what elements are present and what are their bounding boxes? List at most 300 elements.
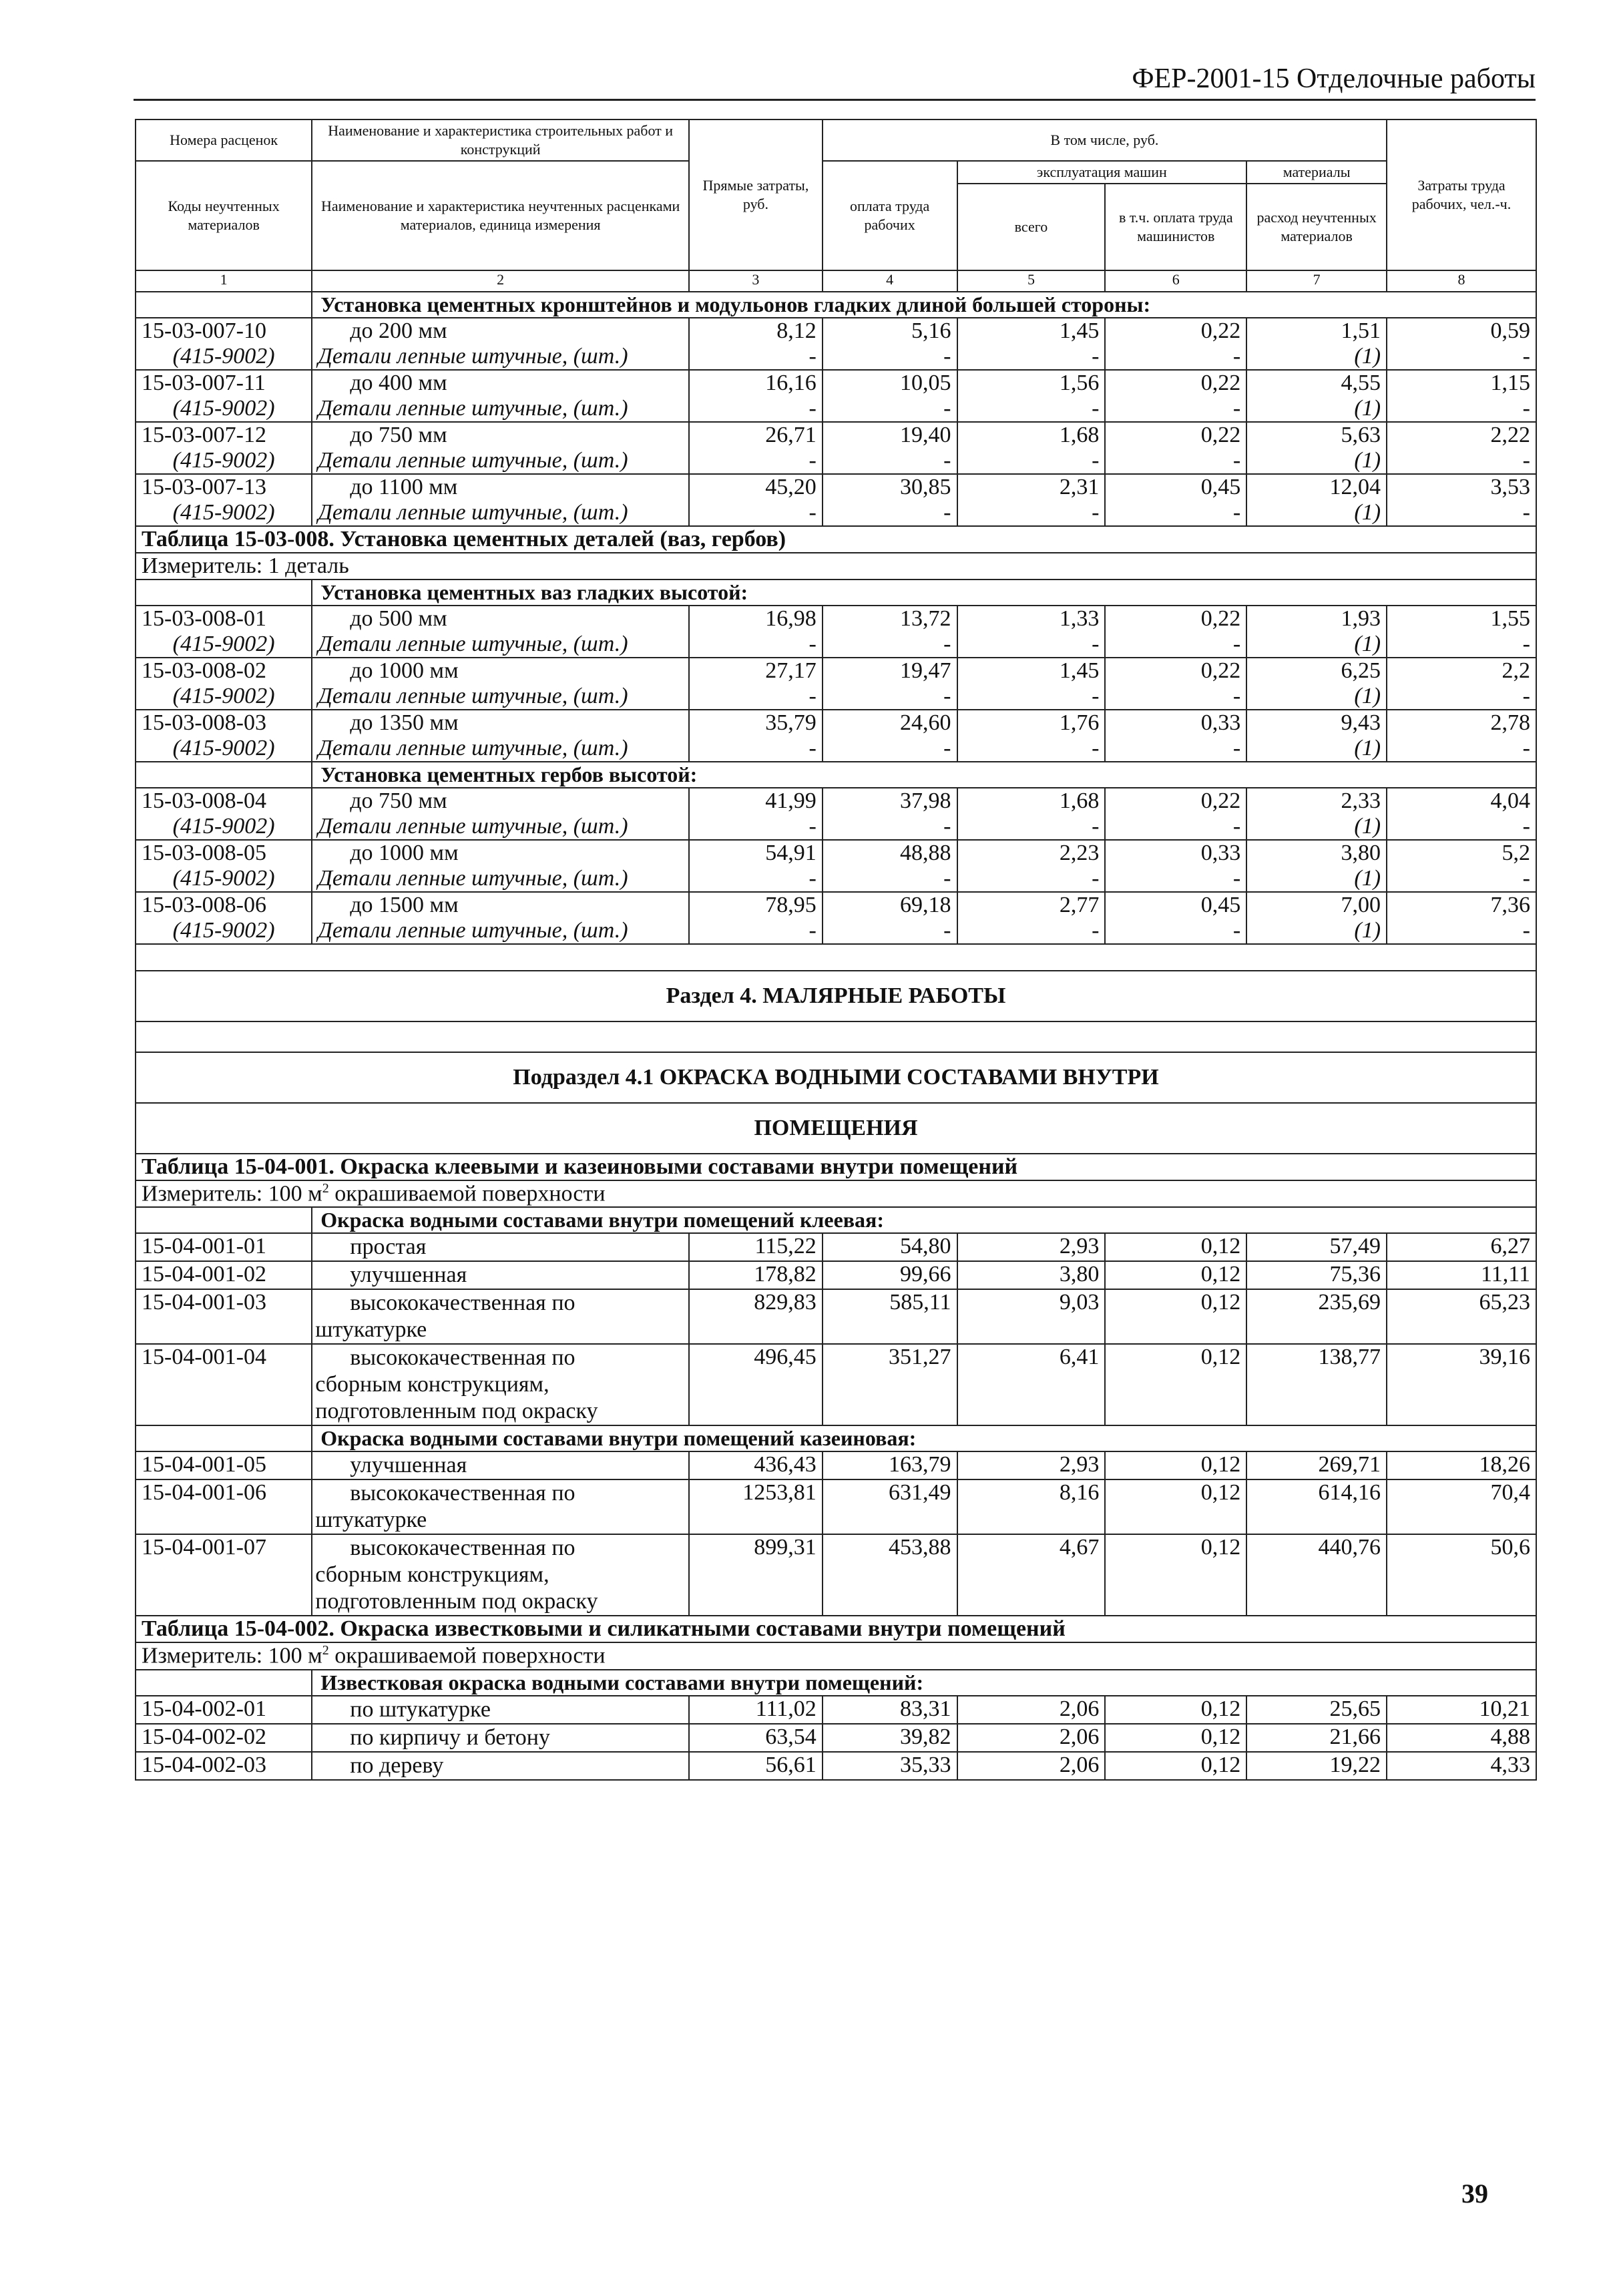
- rate-row: [136, 658, 1536, 684]
- group-heading-row: [136, 1670, 1536, 1696]
- column-header-row-2: [136, 161, 1536, 184]
- measure-row: [136, 553, 1536, 580]
- rate-value-v8: 2,2: [1387, 658, 1536, 684]
- material-dash: -: [1105, 866, 1246, 892]
- material-dash: -: [1387, 866, 1536, 892]
- table-title-row: [136, 1616, 1536, 1642]
- material-code: (415-9002): [136, 918, 312, 944]
- col-number: 1: [136, 270, 312, 292]
- material-code: (415-9002): [136, 448, 312, 474]
- page-number: 39: [1461, 2178, 1488, 2209]
- material-dash: -: [957, 866, 1106, 892]
- material-dash: -: [1387, 500, 1536, 526]
- rate-value-v6: 0,45: [1105, 474, 1246, 500]
- rate-code: 15-03-008-02: [136, 658, 312, 684]
- rate-code: 15-04-001-06: [136, 1479, 312, 1534]
- table-title: Таблица 15-04-002. Окраска известковыми и силикатными составами внутри помещений: [136, 1616, 1536, 1642]
- rate-value-v5: 1,68: [957, 788, 1106, 814]
- material-dash: -: [823, 448, 957, 474]
- material-dash: -: [1387, 344, 1536, 370]
- rate-name-line: по штукатурке: [350, 1696, 491, 1722]
- rate-name-line: сборным конструкциям,: [315, 1562, 549, 1588]
- document-running-header: ФЕР-2001-15 Отделочные работы: [134, 59, 1536, 101]
- rate-code: 15-03-007-13: [136, 474, 312, 500]
- table-15-04-001-casein-body: [136, 1451, 1536, 1616]
- group-heading-row: [136, 580, 1536, 606]
- material-dash: -: [1105, 814, 1246, 840]
- table-15-03-008-coats-body: [136, 788, 1536, 944]
- rate-value-v8: 70,4: [1387, 1479, 1536, 1534]
- rate-value-v7: 21,66: [1246, 1724, 1387, 1752]
- rate-value-v6: 0,12: [1105, 1261, 1246, 1289]
- rate-value-v6: 0,22: [1105, 318, 1246, 344]
- rate-row: [136, 1233, 1536, 1261]
- rate-value-v6: 0,12: [1105, 1534, 1246, 1616]
- rate-value-v8: 3,53: [1387, 474, 1536, 500]
- rate-value-v4: 83,31: [823, 1696, 957, 1724]
- rate-value-v8: 2,22: [1387, 422, 1536, 448]
- rate-value-v7: 4,55: [1246, 370, 1387, 396]
- measure-unit: Измеритель: 100 $м^2$ окрашиваемой поверхности: [136, 1180, 1536, 1207]
- rate-value-v6: 0,22: [1105, 422, 1246, 448]
- rate-value-v4: 5,16: [823, 318, 957, 344]
- rate-name: до 400 мм: [312, 370, 689, 396]
- rate-value-v3: 45,20: [689, 474, 823, 500]
- section-title-row: [136, 971, 1536, 1021]
- col5-header: всего: [957, 184, 1106, 270]
- material-dash: -: [1105, 918, 1246, 944]
- rate-value-v4: 351,27: [823, 1344, 957, 1425]
- subsection-title-row: [136, 1052, 1536, 1103]
- rate-value-v5: 2,06: [957, 1724, 1106, 1752]
- group-heading-row: [136, 762, 1536, 788]
- rate-value-v3: 829,83: [689, 1289, 823, 1344]
- material-dash: -: [823, 500, 957, 526]
- rate-code: 15-04-002-03: [136, 1752, 312, 1780]
- rate-value-v6: 0,12: [1105, 1479, 1246, 1534]
- rates-table: [135, 119, 1537, 1781]
- rate-value-v8: 4,04: [1387, 788, 1536, 814]
- col-number: 8: [1387, 270, 1536, 292]
- rate-row: [136, 1534, 1536, 1616]
- rate-value-v7: 269,71: [1246, 1451, 1387, 1479]
- rate-name-line: высококачественная по: [350, 1291, 575, 1316]
- rate-name-line: высококачественная по: [350, 1345, 575, 1371]
- rate-value-v5: 2,06: [957, 1696, 1106, 1724]
- rate-value-v8: 1,15: [1387, 370, 1536, 396]
- rate-name-line: по кирпичу и бетону: [350, 1725, 550, 1750]
- material-name: Детали лепные штучные, (шт.): [312, 500, 689, 526]
- rate-value-v6: 0,22: [1105, 370, 1246, 396]
- rate-code: 15-04-002-02: [136, 1724, 312, 1752]
- subsection-title: Подраздел 4.1 ОКРАСКА ВОДНЫМИ СОСТАВАМИ ВНУТРИ: [136, 1052, 1536, 1103]
- material-quantity: (1): [1246, 684, 1387, 710]
- rate-value-v6: 0,33: [1105, 840, 1246, 866]
- material-row: [136, 500, 1536, 526]
- rate-value-v3: 436,43: [689, 1451, 823, 1479]
- rate-value-v6: 0,12: [1105, 1344, 1246, 1425]
- material-code: (415-9002): [136, 500, 312, 526]
- table-15-03-007-body: [136, 318, 1536, 526]
- rate-value-v5: 2,31: [957, 474, 1106, 500]
- rate-row: [136, 1289, 1536, 1344]
- table-title: Таблица 15-04-001. Окраска клеевыми и казеиновыми составами внутри помещений: [136, 1154, 1536, 1180]
- col1-header-bottom: Коды неучтенных материалов: [136, 161, 312, 270]
- rate-value-v7: 3,80: [1246, 840, 1387, 866]
- material-quantity: (1): [1246, 814, 1387, 840]
- rate-code: 15-03-008-01: [136, 606, 312, 632]
- rate-name: до 1350 мм: [312, 710, 689, 736]
- material-dash: -: [823, 396, 957, 422]
- material-quantity: (1): [1246, 396, 1387, 422]
- material-row: [136, 866, 1536, 892]
- material-row: [136, 918, 1536, 944]
- material-dash: -: [957, 448, 1106, 474]
- rate-name: [312, 1233, 689, 1261]
- material-row: [136, 448, 1536, 474]
- rate-value-v4: 13,72: [823, 606, 957, 632]
- rate-value-v6: 0,12: [1105, 1451, 1246, 1479]
- rate-name: до 1000 мм: [312, 840, 689, 866]
- material-name: Детали лепные штучные, (шт.): [312, 866, 689, 892]
- rate-value-v4: 39,82: [823, 1724, 957, 1752]
- subsection-title-line2: ПОМЕЩЕНИЯ: [136, 1103, 1536, 1154]
- rate-row: [136, 892, 1536, 918]
- material-dash: -: [1105, 396, 1246, 422]
- material-code: (415-9002): [136, 684, 312, 710]
- rate-value-v5: 2,93: [957, 1451, 1106, 1479]
- rate-code: 15-04-001-03: [136, 1289, 312, 1344]
- rate-name: [312, 1696, 689, 1724]
- rate-value-v8: 65,23: [1387, 1289, 1536, 1344]
- rate-value-v5: 2,06: [957, 1752, 1106, 1780]
- col-number: 4: [823, 270, 957, 292]
- material-dash: -: [689, 736, 823, 762]
- rate-value-v5: 1,56: [957, 370, 1106, 396]
- rate-value-v4: 24,60: [823, 710, 957, 736]
- rate-value-v6: 0,22: [1105, 606, 1246, 632]
- measure-unit: Измеритель: 1 деталь: [136, 553, 1536, 580]
- col-number: 7: [1246, 270, 1387, 292]
- table-15-04-002-body: [136, 1696, 1536, 1780]
- rate-row: [136, 422, 1536, 448]
- material-code: (415-9002): [136, 632, 312, 658]
- rate-code: 15-03-008-03: [136, 710, 312, 736]
- group-heading-row: [136, 292, 1536, 318]
- material-dash: -: [1387, 396, 1536, 422]
- rate-name-line: штукатурке: [315, 1508, 427, 1533]
- material-dash: -: [689, 448, 823, 474]
- material-dash: -: [689, 396, 823, 422]
- rate-row: [136, 1696, 1536, 1724]
- material-dash: -: [1387, 918, 1536, 944]
- material-dash: -: [1387, 814, 1536, 840]
- col6-header: в т.ч. оплата труда машинистов: [1105, 184, 1246, 270]
- material-dash: -: [823, 736, 957, 762]
- rate-code: 15-03-007-11: [136, 370, 312, 396]
- group-heading-row: [136, 1207, 1536, 1233]
- material-dash: -: [823, 684, 957, 710]
- rate-value-v4: 631,49: [823, 1479, 957, 1534]
- rate-name-line: по дереву: [350, 1753, 444, 1778]
- rate-row: [136, 788, 1536, 814]
- material-quantity: (1): [1246, 918, 1387, 944]
- rate-code: 15-03-007-12: [136, 422, 312, 448]
- rate-value-v4: 19,40: [823, 422, 957, 448]
- group-heading: Установка цементных кронштейнов и модульонов гладких длиной большей стороны:: [312, 292, 1536, 318]
- rate-value-v5: 1,76: [957, 710, 1106, 736]
- rate-value-v7: 1,51: [1246, 318, 1387, 344]
- rate-row: [136, 1724, 1536, 1752]
- material-name: Детали лепные штучные, (шт.): [312, 632, 689, 658]
- rate-value-v8: 4,33: [1387, 1752, 1536, 1780]
- material-dash: -: [823, 814, 957, 840]
- rate-value-v4: 585,11: [823, 1289, 957, 1344]
- rate-value-v5: 1,45: [957, 658, 1106, 684]
- rate-name-line: штукатурке: [315, 1317, 427, 1343]
- rate-value-v4: 163,79: [823, 1451, 957, 1479]
- material-quantity: (1): [1246, 632, 1387, 658]
- material-dash: -: [689, 814, 823, 840]
- group-heading: Установка цементных ваз гладких высотой:: [312, 580, 1536, 606]
- measure-row: [136, 1180, 1536, 1207]
- rate-code: 15-03-008-06: [136, 892, 312, 918]
- rate-value-v3: 115,22: [689, 1233, 823, 1261]
- rate-value-v3: 178,82: [689, 1261, 823, 1289]
- rate-value-v6: 0,12: [1105, 1696, 1246, 1724]
- measure-row: [136, 1642, 1536, 1669]
- material-dash: -: [689, 684, 823, 710]
- material-quantity: (1): [1246, 448, 1387, 474]
- rate-value-v4: 19,47: [823, 658, 957, 684]
- rate-row: [136, 710, 1536, 736]
- material-code: (415-9002): [136, 814, 312, 840]
- rate-code: 15-04-001-02: [136, 1261, 312, 1289]
- material-name: Детали лепные штучные, (шт.): [312, 448, 689, 474]
- rate-code: 15-04-002-01: [136, 1696, 312, 1724]
- rate-name: [312, 1261, 689, 1289]
- rate-value-v3: 496,45: [689, 1344, 823, 1425]
- rate-value-v6: 0,12: [1105, 1752, 1246, 1780]
- group-heading: Известковая окраска водными составами внутри помещений:: [312, 1670, 1536, 1696]
- rate-value-v5: 1,45: [957, 318, 1106, 344]
- material-dash: -: [1105, 448, 1246, 474]
- rate-name-line: высококачественная по: [350, 1481, 575, 1506]
- rate-value-v8: 18,26: [1387, 1451, 1536, 1479]
- rate-value-v7: 5,63: [1246, 422, 1387, 448]
- rate-value-v7: 6,25: [1246, 658, 1387, 684]
- rate-value-v6: 0,45: [1105, 892, 1246, 918]
- rate-value-v5: 2,93: [957, 1233, 1106, 1261]
- rate-value-v3: 35,79: [689, 710, 823, 736]
- rate-value-v7: 7,00: [1246, 892, 1387, 918]
- rate-value-v5: 8,16: [957, 1479, 1106, 1534]
- rate-value-v7: 235,69: [1246, 1289, 1387, 1344]
- material-dash: -: [1105, 500, 1246, 526]
- material-dash: -: [957, 684, 1106, 710]
- material-dash: -: [1387, 632, 1536, 658]
- rate-value-v8: 0,59: [1387, 318, 1536, 344]
- material-dash: -: [957, 344, 1106, 370]
- rate-value-v4: 10,05: [823, 370, 957, 396]
- rate-value-v8: 1,55: [1387, 606, 1536, 632]
- rate-value-v8: 2,78: [1387, 710, 1536, 736]
- section-title: Раздел 4. МАЛЯРНЫЕ РАБОТЫ: [136, 971, 1536, 1021]
- rate-value-v3: 56,61: [689, 1752, 823, 1780]
- rate-value-v8: 39,16: [1387, 1344, 1536, 1425]
- table-title: Таблица 15-03-008. Установка цементных деталей (ваз, гербов): [136, 526, 1536, 553]
- group-heading-row: [136, 1425, 1536, 1451]
- material-dash: -: [689, 500, 823, 526]
- rate-value-v7: 2,33: [1246, 788, 1387, 814]
- rate-value-v3: 8,12: [689, 318, 823, 344]
- rate-value-v3: 111,02: [689, 1696, 823, 1724]
- rate-value-v5: 1,68: [957, 422, 1106, 448]
- material-row: [136, 814, 1536, 840]
- material-dash: -: [689, 632, 823, 658]
- col8-header: Затраты труда рабочих, чел.-ч.: [1387, 120, 1536, 270]
- rate-value-v3: 63,54: [689, 1724, 823, 1752]
- materials-header: материалы: [1246, 161, 1387, 184]
- table-title-row: [136, 526, 1536, 553]
- table-title-row: [136, 1154, 1536, 1180]
- rate-name: до 1500 мм: [312, 892, 689, 918]
- rate-code: 15-04-001-05: [136, 1451, 312, 1479]
- material-name: Детали лепные штучные, (шт.): [312, 814, 689, 840]
- rate-value-v4: 54,80: [823, 1233, 957, 1261]
- material-dash: -: [823, 918, 957, 944]
- material-dash: -: [1387, 448, 1536, 474]
- group-heading: Окраска водными составами внутри помещений казеиновая:: [312, 1425, 1536, 1451]
- rate-row: [136, 1344, 1536, 1425]
- rate-name: до 1100 мм: [312, 474, 689, 500]
- rate-name-line: улучшенная: [350, 1262, 467, 1288]
- material-quantity: (1): [1246, 866, 1387, 892]
- material-dash: -: [1105, 736, 1246, 762]
- col-number: 3: [689, 270, 823, 292]
- rate-code: 15-03-008-05: [136, 840, 312, 866]
- column-number-row: [136, 270, 1536, 292]
- rate-name: [312, 1479, 689, 1534]
- material-code: (415-9002): [136, 344, 312, 370]
- rate-value-v5: 6,41: [957, 1344, 1106, 1425]
- material-quantity: (1): [1246, 344, 1387, 370]
- rate-name-line: высококачественная по: [350, 1536, 575, 1561]
- rate-value-v7: 1,93: [1246, 606, 1387, 632]
- material-name: Детали лепные штучные, (шт.): [312, 396, 689, 422]
- material-dash: -: [1387, 736, 1536, 762]
- material-row: [136, 396, 1536, 422]
- rate-name: до 200 мм: [312, 318, 689, 344]
- rate-row: [136, 1479, 1536, 1534]
- rate-name: [312, 1534, 689, 1616]
- rate-value-v5: 9,03: [957, 1289, 1106, 1344]
- material-dash: -: [1105, 632, 1246, 658]
- rates-table-page: [135, 119, 1537, 1781]
- rate-value-v3: 27,17: [689, 658, 823, 684]
- material-code: (415-9002): [136, 866, 312, 892]
- material-dash: -: [823, 344, 957, 370]
- rate-value-v8: 7,36: [1387, 892, 1536, 918]
- material-dash: -: [823, 632, 957, 658]
- rate-code: 15-03-007-10: [136, 318, 312, 344]
- rate-row: [136, 1261, 1536, 1289]
- material-dash: -: [823, 866, 957, 892]
- rate-name: [312, 1289, 689, 1344]
- including-header: В том числе, руб.: [823, 120, 1387, 161]
- rate-value-v6: 0,33: [1105, 710, 1246, 736]
- col-number: 5: [957, 270, 1106, 292]
- material-dash: -: [957, 736, 1106, 762]
- material-dash: -: [957, 814, 1106, 840]
- material-name: Детали лепные штучные, (шт.): [312, 684, 689, 710]
- rate-row: [136, 1451, 1536, 1479]
- material-code: (415-9002): [136, 396, 312, 422]
- rate-value-v8: 10,21: [1387, 1696, 1536, 1724]
- rate-value-v7: 12,04: [1246, 474, 1387, 500]
- group-heading: Окраска водными составами внутри помещений клеевая:: [312, 1207, 1536, 1233]
- machines-header: эксплуатация машин: [957, 161, 1247, 184]
- rate-value-v6: 0,22: [1105, 788, 1246, 814]
- material-dash: -: [957, 918, 1106, 944]
- rate-row: [136, 1752, 1536, 1780]
- rate-value-v3: 54,91: [689, 840, 823, 866]
- rate-value-v8: 11,11: [1387, 1261, 1536, 1289]
- table-15-03-008-vases-body: [136, 606, 1536, 762]
- rate-value-v7: 138,77: [1246, 1344, 1387, 1425]
- rate-value-v3: 1253,81: [689, 1479, 823, 1534]
- material-dash: -: [689, 344, 823, 370]
- rate-value-v7: 440,76: [1246, 1534, 1387, 1616]
- material-dash: -: [689, 918, 823, 944]
- material-row: [136, 684, 1536, 710]
- rate-value-v4: 35,33: [823, 1752, 957, 1780]
- rate-row: [136, 370, 1536, 396]
- material-dash: -: [957, 396, 1106, 422]
- measure-unit: Измеритель: 100 $м^2$ окрашиваемой поверхности: [136, 1642, 1536, 1669]
- col-number: 6: [1105, 270, 1246, 292]
- rate-value-v8: 50,6: [1387, 1534, 1536, 1616]
- rate-value-v3: 16,16: [689, 370, 823, 396]
- material-row: [136, 344, 1536, 370]
- rate-value-v6: 0,22: [1105, 658, 1246, 684]
- col1-header-top: Номера расценок: [136, 120, 312, 161]
- column-header-row-1: [136, 120, 1536, 161]
- rate-value-v8: 6,27: [1387, 1233, 1536, 1261]
- rate-code: 15-03-008-04: [136, 788, 312, 814]
- col4-header: оплата труда рабочих: [823, 161, 957, 270]
- rate-value-v4: 30,85: [823, 474, 957, 500]
- rate-name: до 750 мм: [312, 422, 689, 448]
- table-15-04-001-glue-body: [136, 1233, 1536, 1425]
- col2-header-bottom: Наименование и характеристика неучтенных расценками материалов, единица измерения: [312, 161, 689, 270]
- rate-row: [136, 606, 1536, 632]
- rate-value-v7: 19,22: [1246, 1752, 1387, 1780]
- rate-code: 15-04-001-04: [136, 1344, 312, 1425]
- rate-value-v3: 16,98: [689, 606, 823, 632]
- rate-value-v6: 0,12: [1105, 1233, 1246, 1261]
- material-dash: -: [1105, 344, 1246, 370]
- material-row: [136, 632, 1536, 658]
- rate-value-v4: 69,18: [823, 892, 957, 918]
- rate-value-v4: 37,98: [823, 788, 957, 814]
- col3-header: Прямые затраты, руб.: [689, 120, 823, 270]
- rate-value-v3: 899,31: [689, 1534, 823, 1616]
- group-heading: Установка цементных гербов высотой:: [312, 762, 1536, 788]
- col-number: 2: [312, 270, 689, 292]
- rate-value-v3: 26,71: [689, 422, 823, 448]
- rate-value-v5: 3,80: [957, 1261, 1106, 1289]
